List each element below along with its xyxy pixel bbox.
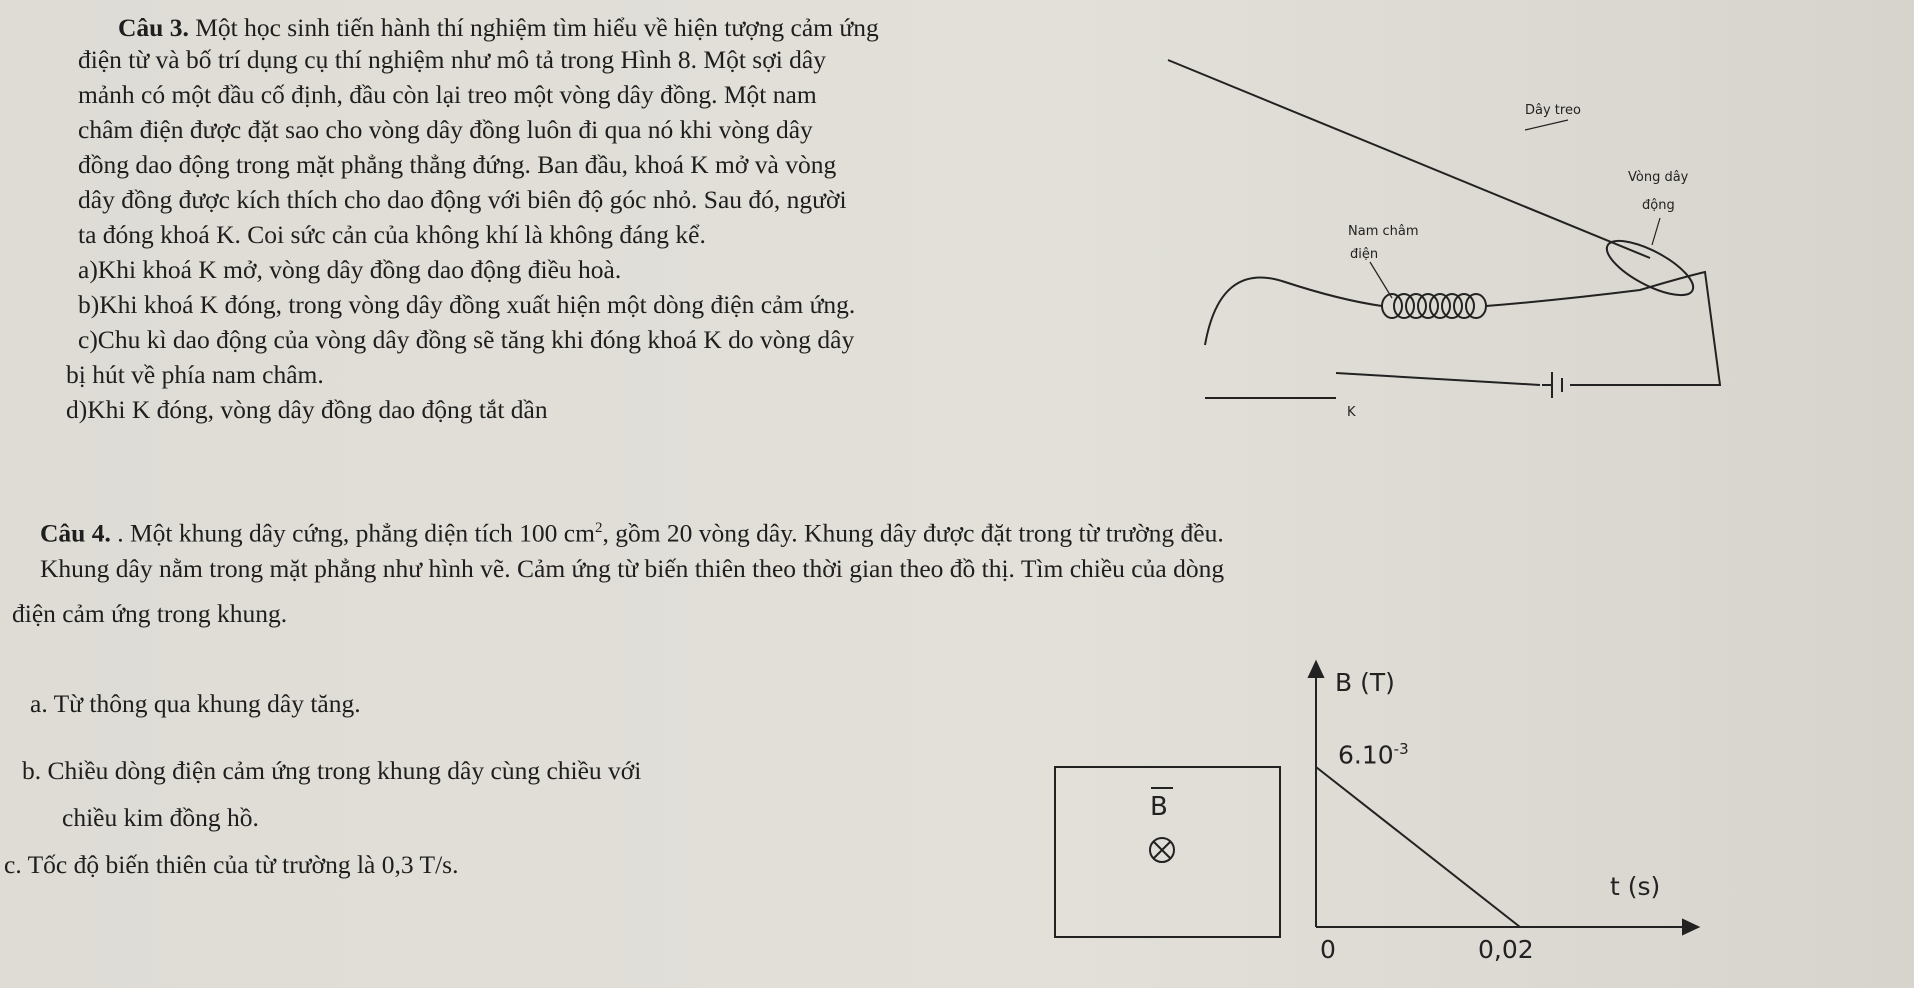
x-axis-arrow: [1683, 920, 1698, 934]
q3-option-a: a)Khi khoá K mở, vòng dây đồng dao động điều hoà.: [78, 255, 622, 284]
y-tick-label: $6.10^{-3}$: [1338, 740, 1409, 770]
y-axis-arrow: [1309, 662, 1323, 677]
q3-line-3: mảnh có một đầu cố định, đầu còn lại treo một vòng dây đồng. Một nam: [78, 80, 817, 109]
q4-option-b: b. Chiều dòng điện cảm ứng trong khung dây cùng chiều với: [22, 756, 642, 785]
q4-line-1: Câu 4. . Một khung dây cứng, phẳng diện tích 100 $cm^2$, gồm 20 vòng dây. Khung dây được đặt trong từ trường đều.: [40, 518, 1224, 548]
label-suspension-thread: Dây treo: [1525, 103, 1581, 118]
label-electromagnet-2: điện: [1350, 247, 1379, 262]
field-into-page-icon: [1150, 838, 1174, 862]
label-electromagnet-1: Nam châm: [1348, 224, 1419, 239]
q4-option-a: a. Từ thông qua khung dây tăng.: [30, 689, 361, 718]
q3-option-b: b)Khi khoá K đóng, trong vòng dây đồng xuất hiện một dòng điện cảm ứng.: [78, 290, 856, 319]
q3-option-c: c)Chu kì dao động của vòng dây đồng sẽ tăng khi đóng khoá K do vòng dây: [78, 325, 855, 354]
field-label: B: [1150, 792, 1168, 822]
label-ring-2: động: [1642, 198, 1675, 213]
q3-line-2: điện từ và bố trí dụng cụ thí nghiệm như mô tả trong Hình 8. Một sợi dây: [78, 45, 826, 74]
x-axis-label: t (s): [1610, 872, 1661, 901]
q3-line-7: ta đóng khoá K. Coi sức cản của không khí là không đáng kể.: [78, 220, 706, 249]
q3-line-6: dây đồng được kích thích cho dao động với biên độ góc nhỏ. Sau đó, người: [78, 185, 847, 214]
chart-series-line: [1316, 767, 1520, 927]
q3-option-d: d)Khi K đóng, vòng dây đồng dao động tắt dần: [66, 395, 548, 424]
y-axis-label: B (T): [1335, 668, 1395, 697]
q4-line-3: điện cảm ứng trong khung.: [12, 599, 288, 628]
q3-line-1: Câu 3. Một học sinh tiến hành thí nghiệm tìm hiểu về hiện tượng cảm ứng: [118, 13, 879, 42]
q3-title: Câu 3.: [118, 13, 189, 42]
q3-option-c-cont: bị hút về phía nam châm.: [66, 360, 324, 389]
x-tick-label: 0,02: [1478, 935, 1534, 964]
origin-label: 0: [1320, 935, 1336, 964]
label-ring-1: Vòng dây: [1628, 170, 1689, 185]
q3-line-5: đồng dao động trong mặt phẳng thẳng đứng. Ban đầu, khoá K mở và vòng: [78, 150, 837, 179]
q4-option-b-cont: chiều kim đồng hồ.: [62, 803, 259, 832]
q3-line-4: châm điện được đặt sao cho vòng dây đồng luôn đi qua nó khi vòng dây: [78, 115, 813, 144]
q4-title: Câu 4.: [40, 518, 111, 548]
q4-line-2: Khung dây nằm trong mặt phẳng như hình vẽ. Cảm ứng từ biến thiên theo thời gian theo đồ thị. Tìm chiều của dòng: [40, 554, 1225, 583]
q4-option-c: c. Tốc độ biến thiên của từ trường là 0,3 T/s.: [4, 850, 459, 879]
label-switch-k: K: [1347, 405, 1356, 420]
